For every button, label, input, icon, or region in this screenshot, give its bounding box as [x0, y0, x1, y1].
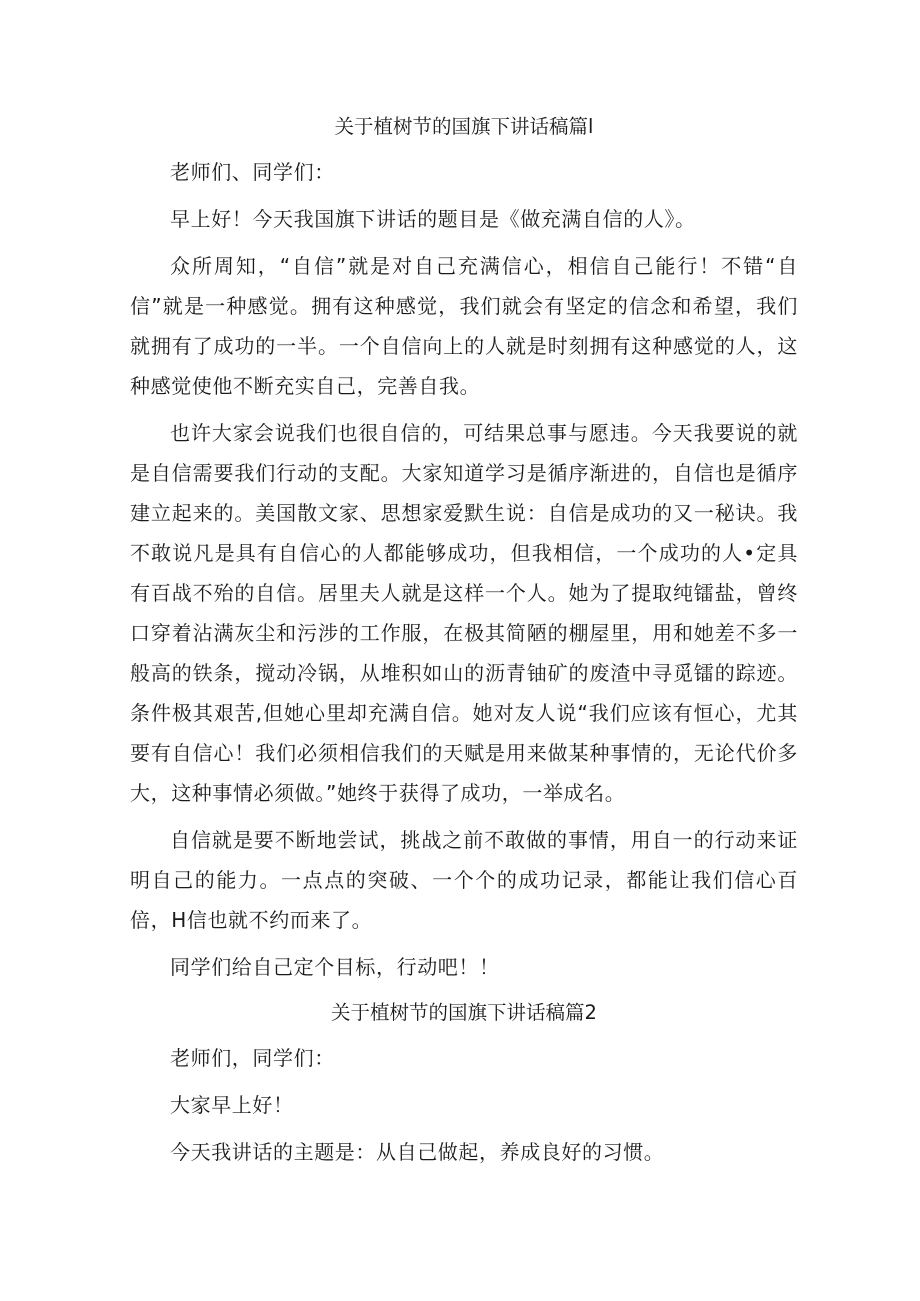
- section-2-salutation: 老师们，同学们：: [170, 1046, 335, 1070]
- section-1-title: 关于植树节的国旗下讲话稿篇l: [334, 115, 594, 138]
- section-2-greeting: 大家早上好！: [170, 1093, 294, 1117]
- paragraph-curie-story: 也许大家会说我们也很自信的，可结果总事与愿违。今天我要说的就是自信需要我们行动的支配。大家知道学习是循序渐进的，自信也是循序建立起来的。美国散文家、思想家爱默生说：自信是成功的又一秘诀。我不敢说凡是具有自信心的人都能够成功，但我相信，一个成功的人•定具有百战不殆的自信。居里夫人就是这样一个人。她为了提取纯镭盐，曾终口穿着沾满灰尘和污涉的工作服，在极其简陋的棚屋里，用和她差不多一般高的铁条，搅动冷锅，从堆积如山的沥青铀矿的废渣中寻觅镭的踪迹。条件极其艰苦,但她心里却充满自信。她对友人说“我们应该有恒心，尤其要有自信心！我们必须相信我们的天赋是用来做某种事情的，无论代价多大，这种事情必须做。”她终于获得了成功，一举成名。: [130, 421, 798, 805]
- section-2-title: 关于植树节的国旗下讲话稿篇2: [331, 1001, 597, 1024]
- paragraph-keep-trying: 自信就是要不断地尝试，挑战之前不敢做的事情，用自一的行动来证明自己的能力。一点点的突破、一个个的成功记录，都能让我们信心百倍，H信也就不约而来了。: [130, 828, 798, 932]
- greeting-paragraph: 早上好！今天我国旗下讲话的题目是《做充满自信的人》。: [170, 207, 696, 231]
- salutation: 老师们、同学们：: [170, 160, 335, 184]
- closing-paragraph: 同学们给自己定个目标，行动吧！！: [170, 955, 500, 979]
- document-body: [130, 108, 798, 1179]
- paragraph-confidence-definition: 众所周知，“自信”就是对自己充满信心，相信自己能行！不错“自信”就是一种感觉。拥有这种感觉，我们就会有坚定的信念和希望，我们就拥有了成功的一半。一个自信向上的人就是时刻拥有这种感觉的人，这种感觉使他不断充实自己，完善自我。: [130, 254, 798, 398]
- section-2-topic: 今天我讲话的主题是：从自己做起，养成良好的习惯。: [170, 1140, 665, 1164]
